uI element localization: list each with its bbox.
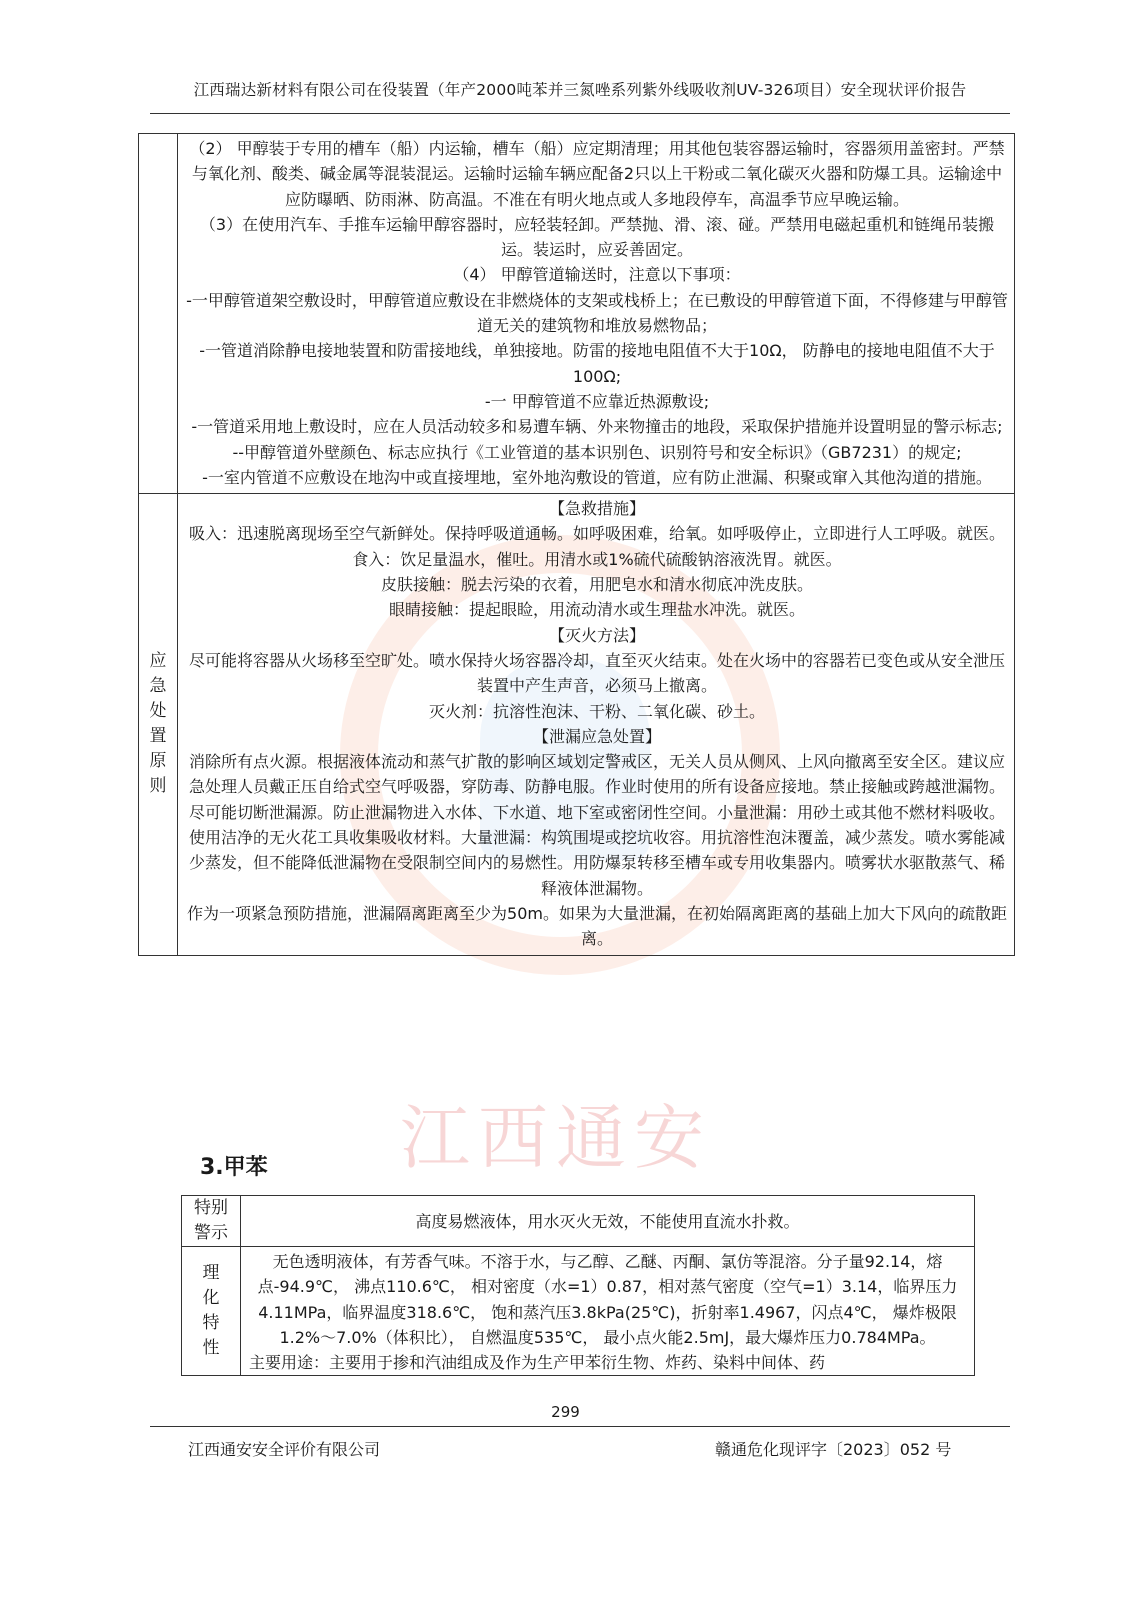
warning-label (182, 1196, 241, 1247)
footer-doc-number: 赣通危化现评字〔2023〕052 号 (715, 1440, 952, 1459)
transport-row (139, 134, 1015, 494)
page-number: 299 (551, 1403, 580, 1421)
footer-divider (150, 1426, 1010, 1427)
first-aid-item: 吸入：迅速脱离现场至空气新鲜处。保持呼吸道通畅。如呼吸困难，给氧。如呼吸停止，立即进行人工呼吸。就医。 (188, 524, 1005, 544)
leak-response-text: 消除所有点火源。根据液体流动和蒸气扩散的影响区域划定警戒区，无关人员从侧风、上风向撤离至安全区。建议应急处理人员戴正压自给式空气呼吸器，穿防毒、防静电服。作业时使用的所有设备应接地。禁止接触或跨越泄漏物。尽可能切断泄漏源。防止泄漏物进入水体、下水道、地下室或密闭性空间。小量泄漏：用砂土或其他不燃材料吸收。使用洁净的无火花工具收集吸收材料。大量泄漏：构筑围堤或挖坑收容。用抗溶性泡沫覆盖，减少蒸发。喷水雾能减少蒸发，但不能降低泄漏物在受限制空间内的易燃性。用防爆泵转移至槽车或专用收集器内。喷雾状水驱散蒸气、稀释液体泄漏物。 (188, 752, 1005, 898)
pipeline-note: -一甲醇管道架空敷设时，甲醇管道应敷设在非燃烧体的支架或栈桥上；在已敷设的甲醇管道下面，不得修建与甲醇管道无关的建筑物和堆放易燃物品； (186, 290, 1008, 336)
leak-response-heading: 【泄漏应急处置】 (532, 726, 661, 746)
report-header-title: 江西瑞达新材料有限公司在役装置（年产2000吨苯并三氮唑系列紫外线吸收剂UV-326项目）安全现状评价报告 (193, 81, 967, 99)
properties-row (182, 1247, 975, 1376)
toluene-table (181, 1195, 975, 1376)
watermark-text: 江西通安 (400, 1097, 712, 1179)
first-aid-item: 眼睛接触：提起眼睑，用流动清水或生理盐水冲洗。就医。 (388, 600, 805, 620)
first-aid-item: 皮肤接触：脱去污染的衣着，用肥皂水和清水彻底冲洗皮肤。 (380, 575, 813, 595)
label-line: 警示 (194, 1223, 228, 1243)
emergency-row (139, 494, 1015, 955)
label-line: 特别 (194, 1198, 228, 1218)
first-aid-heading: 【急救措施】 (548, 499, 645, 519)
footer-company: 江西通安安全评价有限公司 (188, 1440, 381, 1459)
pipeline-note: -一管道消除静电接地装置和防雷接地线，单独接地。防雷的接地电阻值不大于10Ω， 防静电的接地电阻值不大于100Ω; (199, 341, 995, 386)
pipeline-note: -一管道采用地上敷设时，应在人员活动较多和易遭车辆、外来物撞击的地段，采取保护措施并设置明显的警示标志; (191, 417, 1003, 437)
label-char: 处 (149, 701, 167, 722)
label-char: 应 (149, 651, 167, 672)
label-char: 理 (202, 1263, 220, 1284)
properties-label (182, 1247, 241, 1376)
transport-row-content (178, 134, 1015, 494)
firefighting-text: 尽可能将容器从火场移至空旷处。喷水保持火场容器冷却，直至灭火结束。处在火场中的容器若已变色或从安全泄压装置中产生声音，必须马上撤离。 (188, 650, 1005, 696)
label-char: 急 (149, 676, 167, 697)
transport-paragraph: （2） 甲醇装于专用的槽车（船）内运输，槽车（船）应定期清理；用其他包装容器运输时，容器须用盖密封。严禁与氧化剂、酸类、碱金属等混装混运。运输时运输车辆应配备2只以上干粉或二氧化碳灭火器和防爆工具。运输途中应防曝晒、防雨淋、防高温。不准在有明火地点或人多地段停车，高温季节应早晚运输。 (189, 139, 1005, 209)
warning-row (182, 1196, 975, 1247)
properties-content (241, 1247, 975, 1376)
usage-text: 主要用途：主要用于掺和汽油组成及作为生产甲苯衍生物、炸药、染料中间体、药 (249, 1353, 826, 1373)
transport-paragraph: （4） 甲醇管道输送时，注意以下事项： (453, 265, 741, 285)
label-char: 性 (202, 1338, 220, 1359)
pipeline-note: -一 甲醇管道不应靠近热源敷设; (484, 391, 710, 411)
label-char: 则 (149, 776, 167, 797)
first-aid-item: 食入：饮足量温水，催吐。用清水或1%硫代硫酸钠溶液洗胃。就医。 (352, 549, 842, 569)
firefighting-heading: 【灭火方法】 (548, 625, 645, 645)
isolation-distance-text: 作为一项紧急预防措施，泄漏隔离距离至少为50m。如果为大量泄漏，在初始隔离距离的基础上加大下风向的疏散距离。 (187, 903, 1007, 949)
transport-row-label-cell (139, 134, 178, 494)
label-char: 特 (202, 1313, 220, 1334)
transport-paragraph: （3）在使用汽车、手推车运输甲醇容器时，应轻装轻卸。严禁抛、滑、滚、碰。严禁用电磁起重机和链绳吊装搬运。装运时，应妥善固定。 (199, 214, 995, 260)
emergency-row-label (139, 494, 178, 955)
label-char: 原 (149, 751, 167, 772)
emergency-row-content (178, 494, 1015, 955)
properties-text: 无色透明液体，有芳香气味。不溶于水，与乙醇、乙醚、丙酮、氯仿等混溶。分子量92.14，熔点-94.9℃， 沸点110.6℃， 相对密度（水=1）0.87，相对蒸气密度（空气=1）3.14，临界压力4.11MPa，临界温度318.6℃， 饱和蒸汽压3.8kPa(25℃)，折射率1.4967，闪点4℃， 爆炸极限1.2%～7.0%（体积比）， 自燃温度535℃， 最小点火能2.5mJ，最大爆炸压力0.784MPa。 (257, 1252, 958, 1347)
label-char: 化 (202, 1288, 220, 1309)
pipeline-note: --甲醇管道外壁颜色、标志应执行《工业管道的基本识别色、识别符号和安全标识》（GB7231）的规定; (232, 442, 962, 462)
methanol-table (138, 133, 1015, 956)
header-divider (150, 113, 1010, 114)
extinguishing-agents: 灭火剂：抗溶性泡沫、干粉、二氧化碳、砂土。 (428, 701, 765, 721)
warning-text: 高度易燃液体，用水灭火无效，不能使用直流水扑救。 (241, 1196, 975, 1247)
section-title: 3.甲苯 (200, 1155, 268, 1180)
label-char: 置 (149, 726, 167, 747)
pipeline-note: -一室内管道不应敷设在地沟中或直接埋地，室外地沟敷设的管道，应有防止泄漏、积聚或窜入其他沟道的措施。 (202, 467, 992, 487)
